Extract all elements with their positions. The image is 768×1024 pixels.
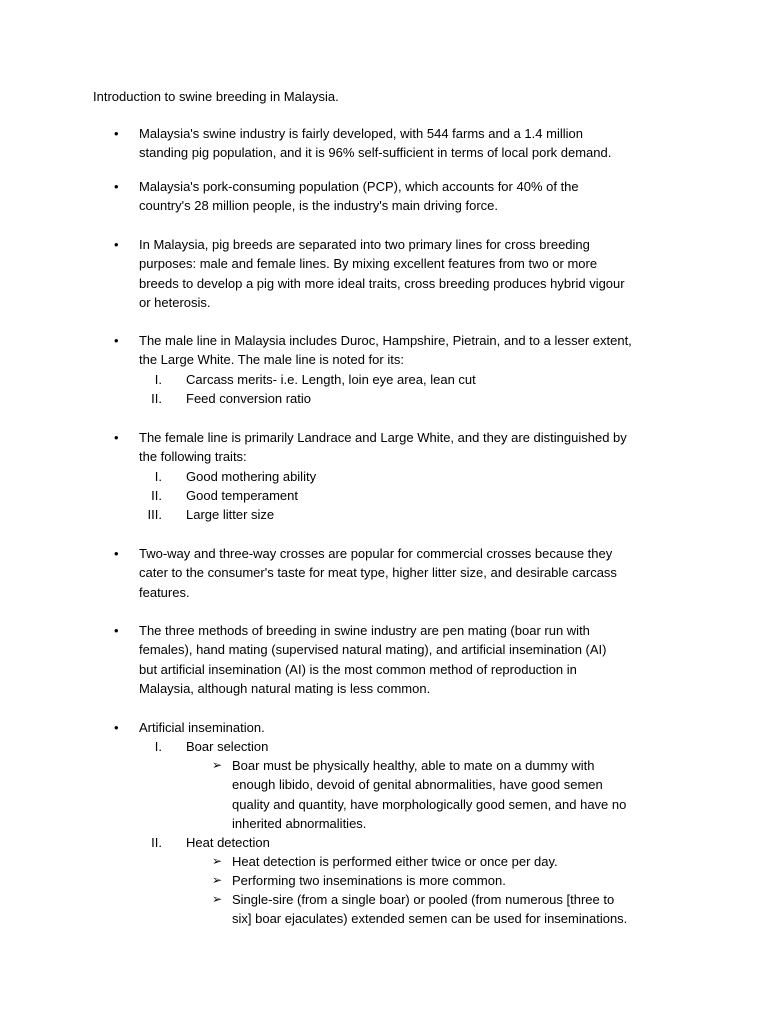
roman-item-label: Feed conversion ratio <box>186 391 312 406</box>
text-line: Single-sire (from a single boar) or pooled (from numerous [three to <box>232 892 615 907</box>
roman-item-label: Carcass merits- i.e. Length, loin eye area, lean cut <box>186 372 476 387</box>
roman-item-label: Large litter size <box>186 507 275 522</box>
roman-numeral: II. <box>151 835 162 850</box>
text-line: The female line is primarily Landrace and Large White, and they are distinguished by <box>139 430 627 445</box>
bullet-icon: • <box>114 179 119 194</box>
arrow-point-text <box>232 756 677 834</box>
text-line: inherited abnormalities. <box>232 816 367 832</box>
roman-numeral: I. <box>154 469 162 484</box>
arrow-bullet-icon: ➢ <box>212 758 223 772</box>
bullet-text <box>139 124 679 163</box>
bullet-icon: • <box>114 333 119 348</box>
bullet-icon: • <box>114 237 119 252</box>
bullet-icon: • <box>114 546 119 561</box>
text-line: Heat detection is performed either twice or once per day. <box>232 854 558 869</box>
text-line: The male line in Malaysia includes Duroc, Hampshire, Pietrain, and to a lesser extent, <box>139 333 632 348</box>
text-line: The three methods of breeding in swine industry are pen mating (boar run with <box>139 623 590 638</box>
arrow-bullet-icon: ➢ <box>212 873 223 887</box>
text-line: quality and quantity, have morphologically good semen, and have no <box>232 796 627 812</box>
bullet-text <box>139 177 679 216</box>
bullet-text <box>139 331 679 370</box>
roman-numeral: I. <box>154 372 162 387</box>
bullet-text <box>139 621 679 699</box>
section-label: Heat detection <box>186 835 270 850</box>
arrow-point-text <box>232 890 677 929</box>
roman-numeral: III. <box>147 507 162 522</box>
bullet-text <box>139 428 679 467</box>
bullet-icon: • <box>114 720 119 735</box>
roman-item-label: Good temperament <box>186 488 299 503</box>
text-line: Malaysia's swine industry is fairly developed, with 544 farms and a 1.4 million <box>139 126 583 141</box>
bullet-text <box>139 235 679 313</box>
arrow-bullet-icon: ➢ <box>212 892 223 906</box>
text-line: Artificial insemination. <box>139 720 265 735</box>
text-line: purposes: male and female lines. By mixing excellent features from two or more <box>139 256 598 272</box>
text-line: cater to the consumer's taste for meat type, higher litter size, and desirable carcass <box>139 565 617 581</box>
arrow-bullet-icon: ➢ <box>212 854 223 868</box>
bullet-icon: • <box>114 623 119 638</box>
text-line: the following traits: <box>139 449 247 465</box>
roman-numeral: I. <box>154 739 162 754</box>
bullet-icon: • <box>114 126 119 141</box>
text-line: standing pig population, and it is 96% self-sufficient in terms of local pork demand. <box>139 145 612 161</box>
text-line: breeds to develop a pig with more ideal traits, cross breeding produces hybrid vigour <box>139 275 625 291</box>
text-line: In Malaysia, pig breeds are separated into two primary lines for cross breeding <box>139 237 590 252</box>
roman-numeral: II. <box>151 391 162 406</box>
text-line: country's 28 million people, is the industry's main driving force. <box>139 198 499 214</box>
text-line: females), hand mating (supervised natural mating), and artificial insemination (AI) <box>139 642 607 658</box>
bullet-icon: • <box>114 430 119 445</box>
text-line: but artificial insemination (AI) is the most common method of reproduction in <box>139 661 577 677</box>
document-title: Introduction to swine breeding in Malaysia. <box>93 89 339 104</box>
text-line: Performing two inseminations is more common. <box>232 873 506 888</box>
text-line: Malaysia's pork-consuming population (PCP), which accounts for 40% of the <box>139 179 579 194</box>
arrow-point-text <box>232 871 677 890</box>
text-line: enough libido, devoid of genital abnormalities, have good semen <box>232 777 603 793</box>
bullet-text <box>139 544 679 602</box>
bullet-text <box>139 718 679 737</box>
roman-numeral: II. <box>151 488 162 503</box>
text-line: or heterosis. <box>139 295 211 311</box>
text-line: Boar must be physically healthy, able to mate on a dummy with <box>232 758 595 773</box>
text-line: six] boar ejaculates) extended semen can be used for inseminations. <box>232 911 628 927</box>
section-label: Boar selection <box>186 739 269 754</box>
roman-item-label: Good mothering ability <box>186 469 317 484</box>
text-line: features. <box>139 584 190 600</box>
arrow-point-text <box>232 852 677 871</box>
text-line: the Large White. The male line is noted for its: <box>139 352 404 368</box>
text-line: Malaysia, although natural mating is less common. <box>139 681 431 697</box>
text-line: Two-way and three-way crosses are popular for commercial crosses because they <box>139 546 613 561</box>
